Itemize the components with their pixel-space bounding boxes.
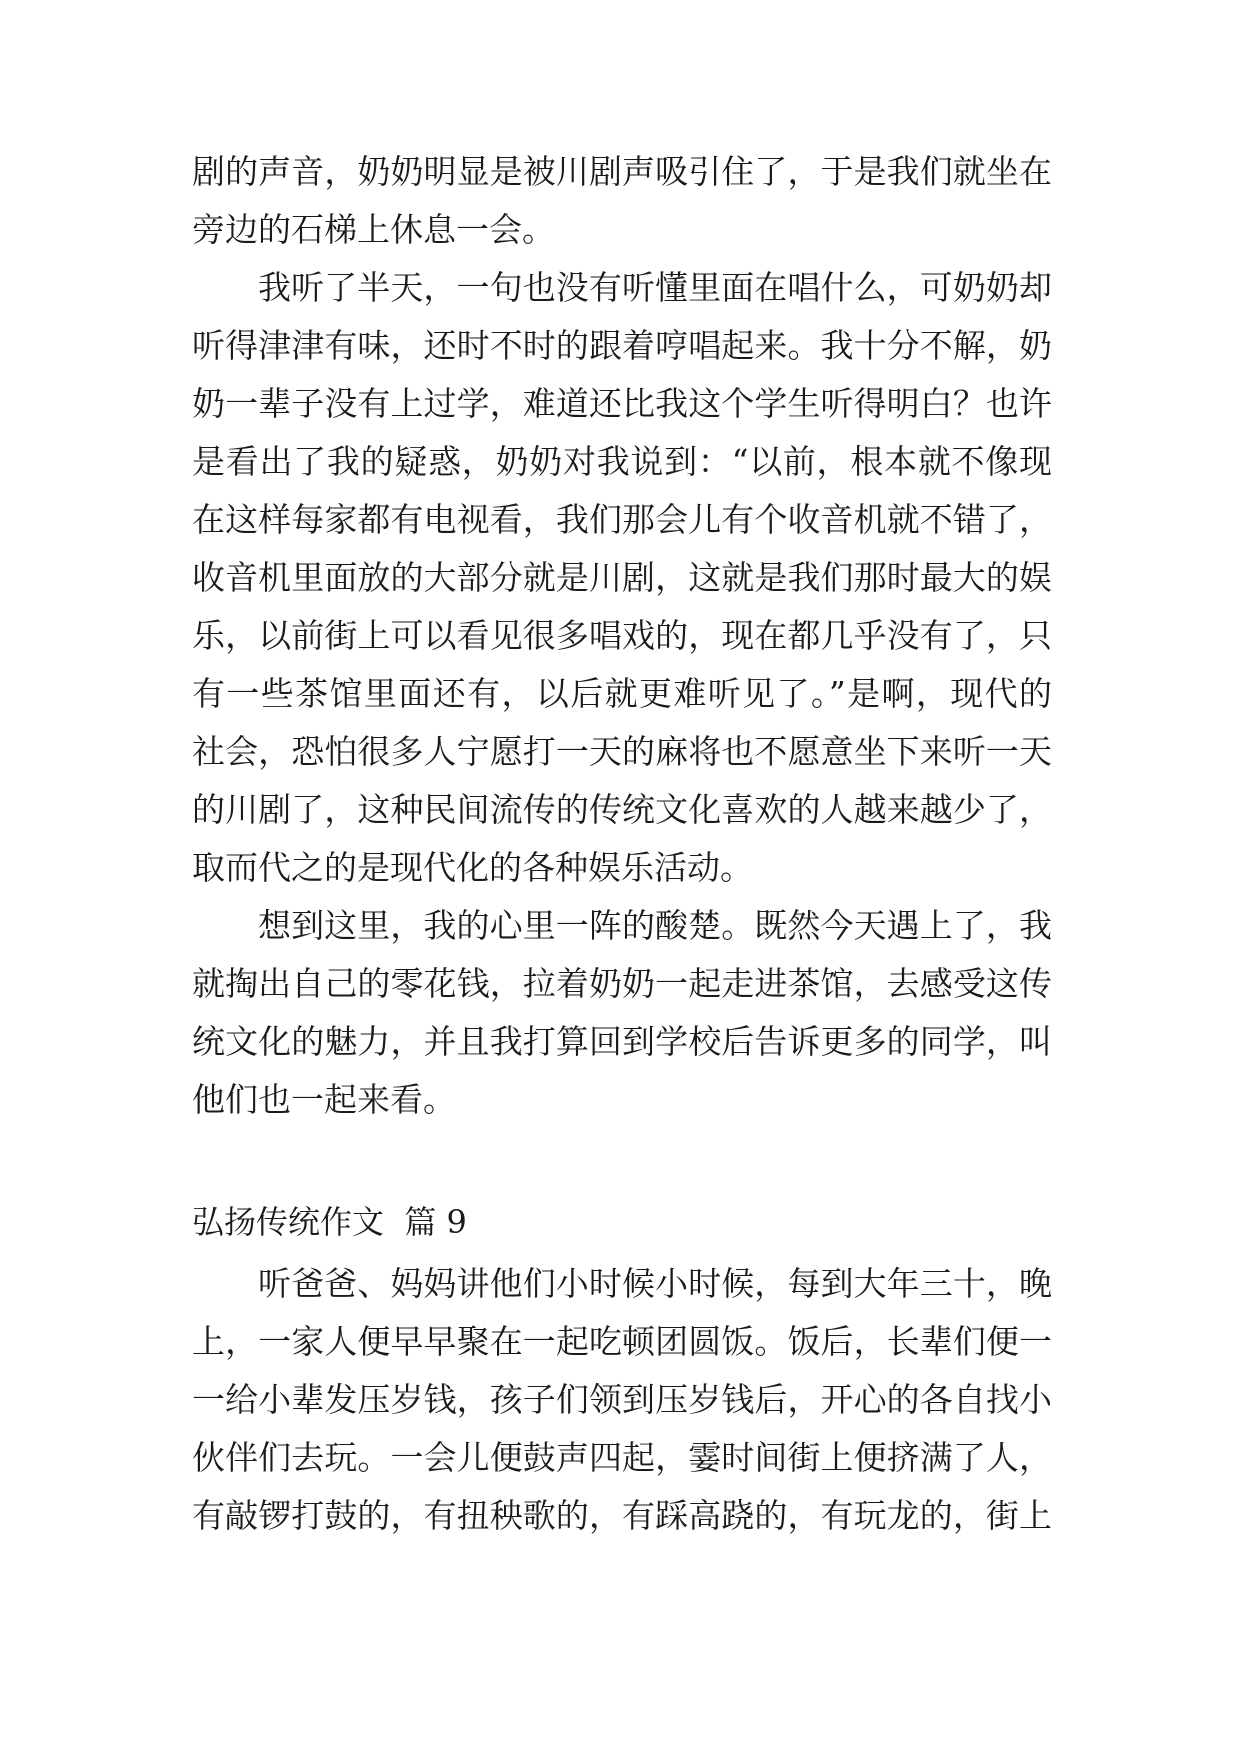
- text-line: 他们也一起来看。: [192, 1080, 456, 1119]
- text-line: 奶一辈子没有上过学，难道还比我这个学生听得明白？也许: [192, 384, 1052, 423]
- text-line: 我听了半天，一句也没有听懂里面在唱什么，可奶奶却: [258, 268, 1052, 307]
- text-line: 收音机里面放的大部分就是川剧，这就是我们那时最大的娱: [192, 558, 1052, 597]
- text-line: 听爸爸、妈妈讲他们小时候小时候，每到大年三十，晚: [258, 1264, 1052, 1303]
- text-line: 听得津津有味，还时不时的跟着哼唱起来。我十分不解，奶: [192, 326, 1052, 365]
- text-line: 旁边的石梯上休息一会。: [192, 210, 555, 249]
- text-line: 伙伴们去玩。一会儿便鼓声四起，霎时间街上便挤满了人，: [192, 1438, 1052, 1477]
- text-line: 乐，以前街上可以看见很多唱戏的，现在都几乎没有了，只: [192, 616, 1052, 655]
- text-line: 有敲锣打鼓的，有扭秧歌的，有踩高跷的，有玩龙的，街上: [192, 1496, 1052, 1535]
- text-line: 取而代之的是现代化的各种娱乐活动。: [192, 848, 753, 887]
- text-line: 一给小辈发压岁钱，孩子们领到压岁钱后，开心的各自找小: [192, 1380, 1052, 1419]
- text-line: 社会，恐怕很多人宁愿打一天的麻将也不愿意坐下来听一天: [192, 732, 1052, 771]
- text-line: 就掏出自己的零花钱，拉着奶奶一起走进茶馆，去感受这传: [192, 964, 1052, 1003]
- text-line: 是看出了我的疑惑，奶奶对我说到：“以前，根本就不像现: [192, 442, 1052, 481]
- text-line: 上，一家人便早早聚在一起吃顿团圆饭。饭后，长辈们便一: [192, 1322, 1052, 1361]
- text-line: 统文化的魅力，并且我打算回到学校后告诉更多的同学，叫: [192, 1022, 1052, 1061]
- text-line: 有一些茶馆里面还有，以后就更难听见了。”是啊，现代的: [192, 674, 1052, 713]
- section-heading: 弘扬传统作文 篇 9: [192, 1203, 467, 1241]
- text-line: 在这样每家都有电视看，我们那会儿有个收音机就不错了，: [192, 500, 1052, 539]
- text-line: 剧的声音，奶奶明显是被川剧声吸引住了，于是我们就坐在: [192, 152, 1052, 191]
- text-line: 的川剧了，这种民间流传的传统文化喜欢的人越来越少了，: [192, 790, 1052, 829]
- text-line: 想到这里，我的心里一阵的酸楚。既然今天遇上了，我: [258, 906, 1052, 945]
